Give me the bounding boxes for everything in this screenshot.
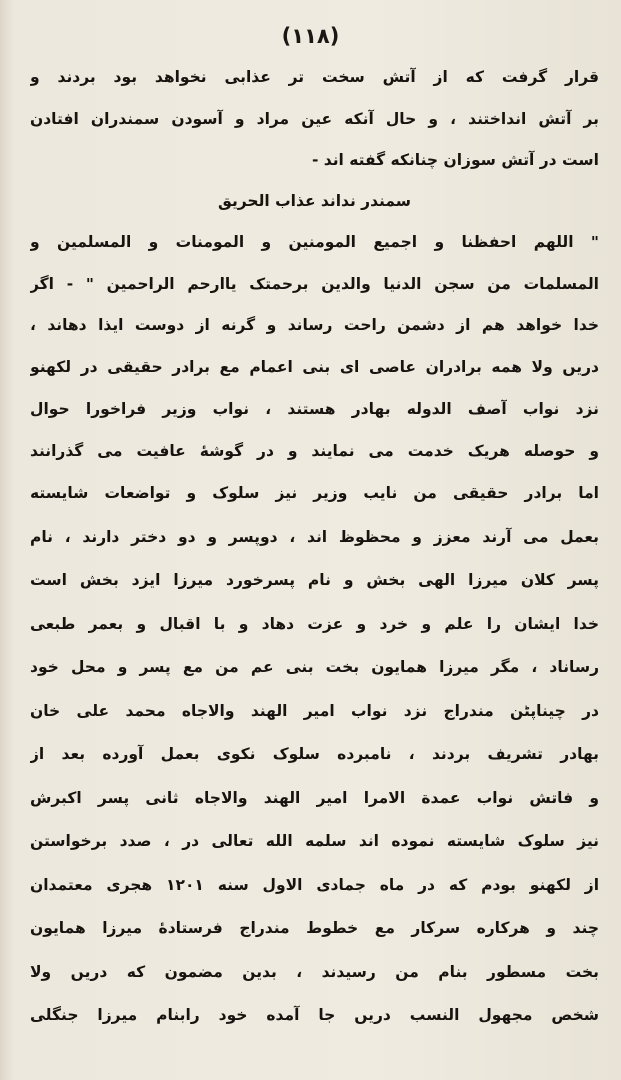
text-line: از لکهنو بودم که در ماه جمادی الاول سنه ۱۲۰۱ هجری معتمدان bbox=[30, 876, 599, 894]
text-line: " اللهم احفظنا و اجمیع المومنین و المومنات و المسلمین و bbox=[30, 233, 599, 251]
text-line: بر آتش انداختند ، و حال آنکه عین مراد و آسودن سمندران افتادن bbox=[30, 110, 599, 128]
text-line: بهادر تشریف بردند ، نامبرده سلوک نکوی بعمل آورده بعد از bbox=[30, 745, 599, 763]
text-line: و فاتش نواب عمدة الامرا امیر الهند والاجاه ثانی پسر اکبرش bbox=[30, 789, 599, 807]
text-line: نزد نواب آصف الدوله بهادر هستند ، نواب وزیر فراخورا حوال bbox=[30, 400, 599, 418]
text-line: المسلمات من سجن الدنیا والدین برحمتک یاارحم الراحمین " - اگر bbox=[30, 275, 599, 293]
text-line: بخت مسطور بنام من رسیدند ، بدین مضمون که دریں ولا bbox=[30, 963, 599, 981]
text-line: خدا ایشان را علم و خرد و عزت دهاد و با اقبال و بعمر طبعی bbox=[30, 615, 599, 633]
text-line: رساناد ، مگر میرزا همایون بخت بنی عم من مع پسر و محل خود bbox=[30, 658, 599, 676]
text-line: قرار گرفت که از آتش سخت تر عذابی نخواهد بود بردند و bbox=[30, 68, 599, 86]
text-line: است در آتش سوزان چنانکه گفته اند - bbox=[311, 151, 599, 169]
text-line: خدا خواهد هم از دشمن راحت رساند و گرنه از دوست ایذا دهاند ، bbox=[30, 316, 599, 334]
text-line: سمندر نداند عذاب الحریق bbox=[217, 192, 412, 210]
page-number: (۱۱۸) bbox=[281, 24, 340, 48]
text-line: اما برادر حقیقی من نایب وزیر نیز سلوک و تواضعات شایسته bbox=[30, 484, 599, 502]
text-line: در چیناپٹن مندراج نزد نواب امیر الهند والاجاه محمد علی خان bbox=[30, 702, 599, 720]
text-line: چند و هرکاره سرکار مع خطوط مندراج فرستادهٔ میرزا همایون bbox=[30, 919, 599, 937]
text-line: شخص مجهول النسب دریں جا آمده خود رابنام میرزا جنگلی bbox=[30, 1006, 599, 1024]
text-line: بعمل می آرند معزز و محظوظ اند ، دوپسر و دو دختر دارند ، نام bbox=[30, 528, 599, 546]
text-line: دریں ولا همه برادران عاصی ای بنی اعمام مع برادر حقیقی در لکهنو bbox=[30, 358, 599, 376]
text-line: نیز سلوک شایسته نموده اند سلمه الله تعالی در ، صدد برخواستن bbox=[30, 832, 599, 850]
text-line: و حوصله هریک خدمت می نمایند و در گوشهٔ عافیت می گذرانند bbox=[30, 442, 599, 460]
text-line: پسر کلان میرزا الهی بخش و نام پسرخورد میرزا ایزد بخش است bbox=[30, 571, 599, 589]
